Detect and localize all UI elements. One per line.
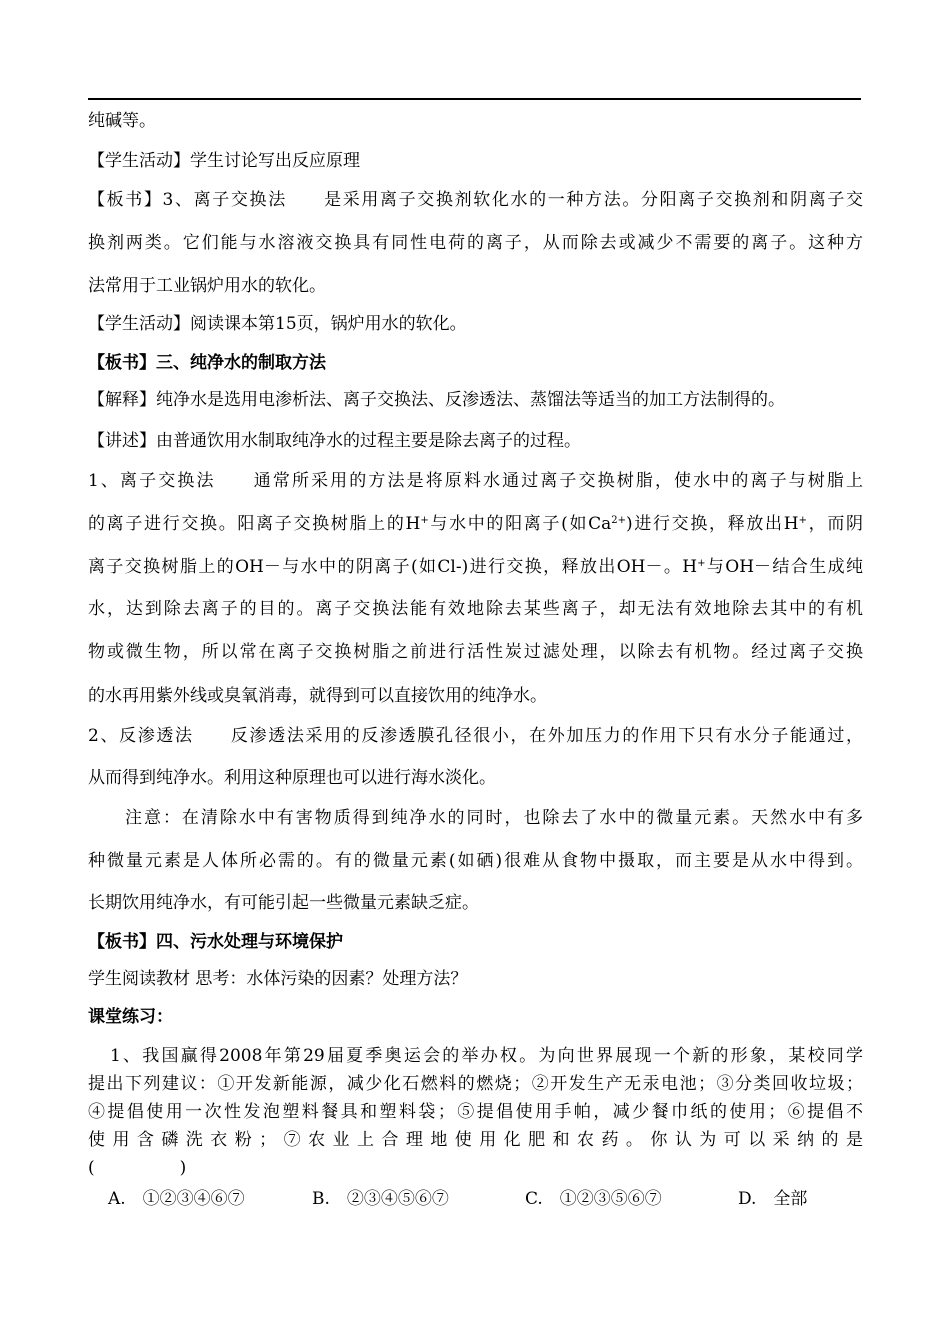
- text-line: 种微量元素是人体所必需的。有的微量元素(如硒)很难从食物中摄取，而主要是从水中得到。: [88, 851, 863, 871]
- superscript: +: [420, 515, 429, 526]
- text-line: 1、离子交换法 通常所采用的方法是将原料水通过离子交换树脂，使水中的离子与树脂上: [88, 471, 863, 491]
- text-segment: ，而阴: [806, 514, 863, 534]
- option-a: A. ①②③④⑥⑦: [108, 1189, 245, 1209]
- option-c: C. ①②③⑤⑥⑦: [525, 1189, 662, 1209]
- question-line: 1、我国赢得2008年第29届夏季奥运会的举办权。为向世界展现一个新的形象，某校同学: [110, 1046, 863, 1066]
- text-segment: 与水中的阳离子(如Ca: [428, 514, 612, 534]
- text-line: 从而得到纯净水。利用这种原理也可以进行海水淡化。: [88, 768, 496, 788]
- text-segment: 离子交换树脂上的OH－与水中的阴离子(如Cl-)进行交换，释放出OH－。H: [88, 557, 698, 577]
- section-heading: 【板书】三、纯净水的制取方法: [88, 353, 326, 373]
- text-line: 纯碱等。: [88, 111, 156, 131]
- explanation-line: 【解释】纯净水是选用电渗析法、离子交换法、反渗透法、蒸馏法等适当的加工方法制得的。: [88, 390, 785, 410]
- option-d: D. 全部: [738, 1189, 808, 1209]
- question-line: 提出下列建议：①开发新能源，减少化石燃料的燃烧；②开发生产无汞电池；③分类回收垃圾；: [88, 1074, 863, 1094]
- answer-blank: ( ): [88, 1158, 187, 1178]
- question-line: ④提倡使用一次性发泡塑料餐具和塑料袋；⑤提倡使用手帕，减少餐巾纸的使用；⑥提倡不: [88, 1102, 863, 1122]
- text-line: 的水再用紫外线或臭氧消毒，就得到可以直接饮用的纯净水。: [88, 686, 547, 706]
- exercise-heading: 课堂练习：: [88, 1007, 173, 1027]
- text-line: 2、反渗透法 反渗透法采用的反渗透膜孔径很小，在外加压力的作用下只有水分子能通过，: [88, 726, 863, 746]
- text-line: 水，达到除去离子的目的。离子交换法能有效地除去某些离子，却无法有效地除去其中的有机: [88, 599, 863, 619]
- section-heading: 【板书】四、污水处理与环境保护: [88, 932, 343, 952]
- board-note-line: 【板书】3、离子交换法 是采用离子交换剂软化水的一种方法。分阳离子交换剂和阴离子交: [88, 190, 863, 210]
- text-segment: 的离子进行交换。阳离子交换树脂上的H: [88, 514, 421, 534]
- text-line: 物或微生物，所以常在离子交换树脂之前进行活性炭过滤处理，以除去有机物。经过离子交换: [88, 642, 863, 662]
- text-line: 法常用于工业锅炉用水的软化。: [88, 276, 326, 296]
- note-line: 注意：在清除水中有害物质得到纯净水的同时，也除去了水中的微量元素。天然水中有多: [125, 808, 863, 828]
- text-line-with-ions: [88, 514, 863, 534]
- superscript: +: [697, 558, 706, 569]
- text-line: 学生阅读教材 思考：水体污染的因素？处理方法？: [88, 969, 468, 989]
- text-segment: )进行交换，释放出H: [626, 514, 799, 534]
- text-line-with-ions: [88, 557, 863, 577]
- superscript: +: [798, 515, 807, 526]
- student-activity-line: 【学生活动】阅读课本第15页，锅炉用水的软化。: [88, 314, 467, 334]
- text-segment: 与OH－结合生成纯: [705, 557, 863, 577]
- superscript: 2+: [611, 515, 627, 526]
- student-activity-line: 【学生活动】学生讨论写出反应原理: [88, 151, 360, 171]
- question-line: 使用含磷洗衣粉；⑦农业上合理地使用化肥和农药。你认为可以采纳的是: [88, 1130, 863, 1150]
- lecture-line: 【讲述】由普通饮用水制取纯净水的过程主要是除去离子的过程。: [88, 431, 581, 451]
- text-line: 换剂两类。它们能与水溶液交换具有同性电荷的离子，从而除去或减少不需要的离子。这种方: [88, 233, 863, 253]
- option-b: B. ②③④⑤⑥⑦: [312, 1189, 449, 1209]
- header-rule: [88, 98, 861, 100]
- text-line: 长期饮用纯净水，有可能引起一些微量元素缺乏症。: [88, 893, 479, 913]
